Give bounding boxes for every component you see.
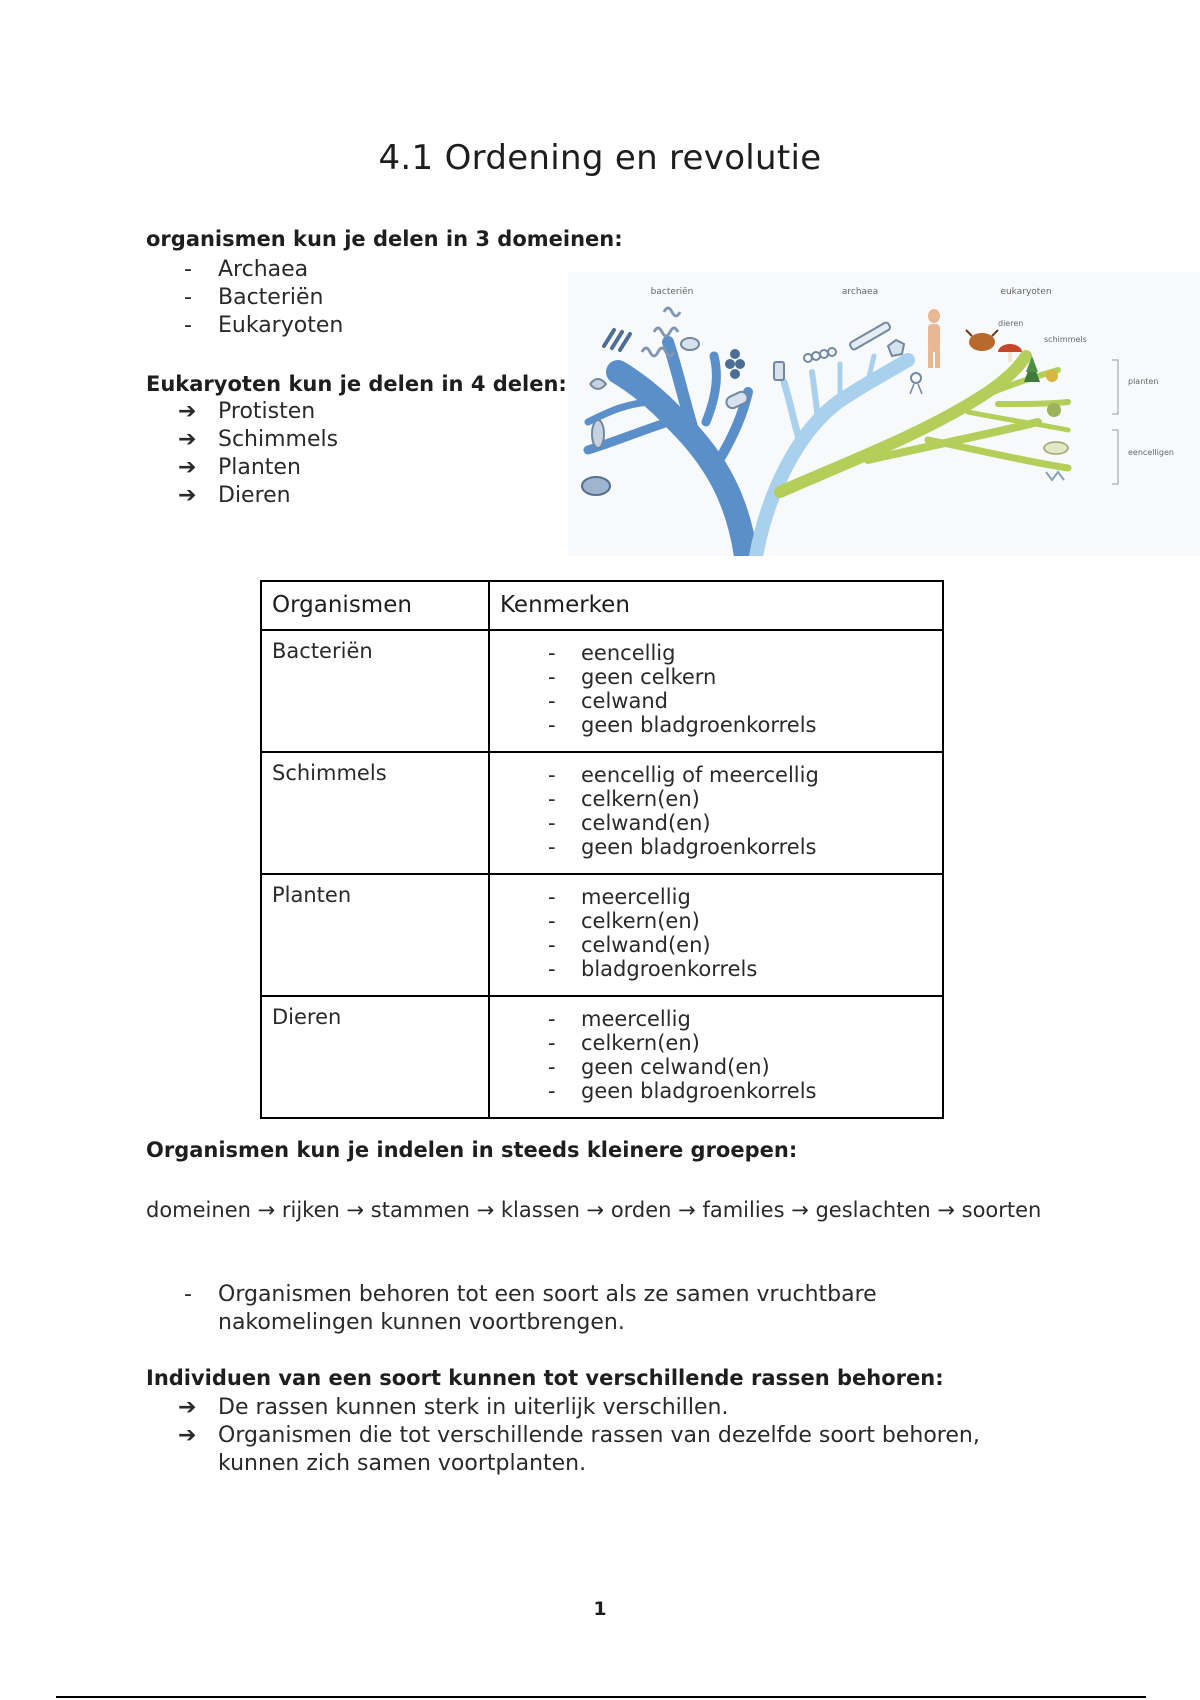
table-row: [261, 630, 943, 752]
list-item: - meercellig: [548, 885, 691, 909]
hierarchy-text: domeinen → rijken → stammen → klassen → orden → families → geslachten → soorten: [146, 1198, 1042, 1222]
page-title: 4.1 Ordening en revolutie: [378, 138, 822, 178]
list-item: - bladgroenkorrels: [548, 957, 758, 981]
list-item: - Organismen behoren tot een soort als ze samen vruchtbare nakomelingen kunnen voortbrengen.: [184, 1282, 877, 1335]
footer-divider: [56, 1696, 1146, 1698]
organism-cell: Planten: [261, 874, 489, 996]
eukaryotes-heading: Eukaryoten kun je delen in 4 delen:: [146, 372, 567, 396]
organisms-features-table: [260, 580, 944, 1119]
list-item: - Bacteriën: [184, 285, 324, 310]
list-item: - eencellig: [548, 641, 676, 665]
list-item: ➔ Schimmels: [178, 427, 339, 452]
table-row: [261, 996, 943, 1118]
tree-of-life-illustration: [568, 272, 1200, 556]
list-item: ➔ Dieren: [178, 483, 291, 508]
features-cell: [489, 996, 943, 1118]
races-heading: Individuen van een soort kunnen tot verschillende rassen behoren:: [146, 1366, 944, 1390]
label-fungi: schimmels: [1044, 335, 1087, 344]
features-cell: [489, 874, 943, 996]
label-eukaryotes: eukaryoten: [1000, 287, 1052, 297]
domains-heading: organismen kun je delen in 3 domeinen:: [146, 227, 623, 251]
list-item: - Eukaryoten: [184, 313, 344, 338]
list-item: - eencellig of meercellig: [548, 763, 819, 787]
list-item: - geen bladgroenkorrels: [548, 713, 817, 737]
list-item: - geen celwand(en): [548, 1055, 770, 1079]
organism-cell: Schimmels: [261, 752, 489, 874]
organism-cell: Dieren: [261, 996, 489, 1118]
list-item: - celwand(en): [548, 811, 711, 835]
table-row: [261, 752, 943, 874]
list-item: ➔ Organismen die tot verschillende rassen van dezelfde soort behoren, kunnen zich samen voortplanten.: [178, 1423, 980, 1476]
list-item: - Archaea: [184, 257, 309, 282]
header-features: Kenmerken: [489, 581, 943, 630]
list-item: - celwand: [548, 689, 668, 713]
list-item: - celkern(en): [548, 909, 700, 933]
page-number: 1: [593, 1598, 607, 1620]
label-animals: dieren: [998, 319, 1024, 328]
features-cell: [489, 630, 943, 752]
label-bacteria: bacteriën: [650, 287, 694, 297]
list-item: - celwand(en): [548, 933, 711, 957]
features-cell: [489, 752, 943, 874]
list-item: - celkern(en): [548, 1031, 700, 1055]
species-note-list: [178, 1281, 938, 1337]
table-header-row: [261, 581, 943, 630]
organism-cell: Bacteriën: [261, 630, 489, 752]
label-archaea: archaea: [841, 287, 879, 297]
list-item: - meercellig: [548, 1007, 691, 1031]
list-item: ➔ Planten: [178, 455, 301, 480]
list-item: - geen bladgroenkorrels: [548, 1079, 817, 1103]
list-item: ➔ De rassen kunnen sterk in uiterlijk verschillen.: [178, 1395, 729, 1420]
label-unicellular: eencelligen: [1128, 448, 1174, 457]
list-item: - geen celkern: [548, 665, 717, 689]
label-plants: planten: [1128, 377, 1159, 386]
header-organisms: Organismen: [261, 581, 489, 630]
list-item: - celkern(en): [548, 787, 700, 811]
list-item: - geen bladgroenkorrels: [548, 835, 817, 859]
races-list: [178, 1394, 1038, 1478]
eukaryotes-list: [178, 398, 338, 510]
list-item: ➔ Protisten: [178, 399, 316, 424]
domains-list: [178, 256, 343, 340]
table-row: [261, 874, 943, 996]
groups-heading: Organismen kun je indelen in steeds kleinere groepen:: [146, 1138, 798, 1162]
